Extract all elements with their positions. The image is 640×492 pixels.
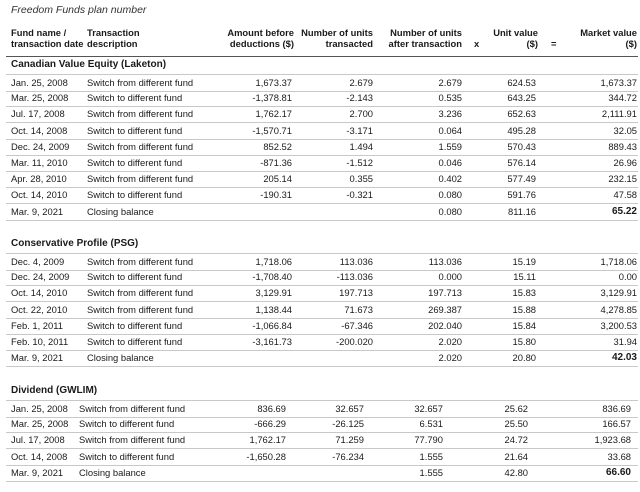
units-transacted-cell: -67.346 <box>341 319 373 331</box>
section-title-canadian-value-equity: Canadian Value Equity (Laketon) <box>11 59 167 70</box>
transaction-date-cell: Dec. 24, 2009 <box>11 140 70 152</box>
units-transacted-cell: 71.259 <box>335 434 364 446</box>
transaction-row <box>6 106 638 123</box>
unit-value-cell: 21.64 <box>504 450 528 462</box>
transaction-description-cell: Switch to different fund <box>87 157 183 168</box>
market-value-cell: 65.22 <box>611 205 637 217</box>
market-value-cell: 42.03 <box>611 352 637 364</box>
amount-before-deductions-cell: -666.29 <box>254 418 286 430</box>
transaction-description-cell: Switch from different fund <box>79 434 186 446</box>
transaction-description-cell: Switch from different fund <box>87 287 194 299</box>
transaction-row <box>6 302 638 319</box>
transaction-date-cell: Feb. 10, 2011 <box>11 336 69 347</box>
header-units-after: Number of units after transaction <box>388 27 462 49</box>
plan-title: Freedom Funds plan number <box>11 4 147 16</box>
header-description: Transaction description <box>87 27 140 49</box>
units-transacted-cell: -0.321 <box>346 189 373 201</box>
unit-value-cell: 15.19 <box>512 256 536 267</box>
market-value-cell: 232.15 <box>608 173 637 185</box>
transaction-description-cell: Switch from different fund <box>87 256 194 267</box>
transaction-description-cell: Closing balance <box>87 205 154 217</box>
closing-balance-row <box>6 204 638 221</box>
unit-value-cell: 25.50 <box>504 418 528 430</box>
amount-before-deductions-cell: 3,129.91 <box>255 287 292 299</box>
header-times-sign: x <box>474 38 480 49</box>
closing-balance-row <box>6 350 638 367</box>
unit-value-cell: 15.84 <box>512 319 536 331</box>
transaction-description-cell: Switch to different fund <box>87 92 183 104</box>
header-equals-sign: = <box>551 38 557 49</box>
units-transacted-cell: 1.494 <box>349 140 373 152</box>
transaction-row <box>6 416 638 433</box>
amount-before-deductions-cell: 1,673.37 <box>255 77 292 88</box>
unit-value-cell: 577.49 <box>507 173 536 185</box>
transaction-date-cell: Dec. 24, 2009 <box>11 271 70 283</box>
unit-value-cell: 15.83 <box>512 287 536 299</box>
transaction-description-cell: Switch to different fund <box>79 450 175 462</box>
transaction-row <box>6 187 638 204</box>
transaction-description-cell: Switch from different fund <box>79 403 186 414</box>
units-after-transaction-cell: 6.531 <box>419 418 443 430</box>
units-transacted-cell: -3.171 <box>346 124 373 136</box>
amount-before-deductions-cell: 1,718.06 <box>255 256 292 267</box>
amount-before-deductions-cell: 205.14 <box>263 173 292 185</box>
transaction-row <box>6 90 638 107</box>
amount-before-deductions-cell: -1,708.40 <box>252 271 292 283</box>
market-value-cell: 31.94 <box>613 336 637 347</box>
units-after-transaction-cell: 113.036 <box>428 256 462 267</box>
market-value-cell: 1,718.06 <box>600 256 637 267</box>
transaction-row <box>6 269 638 286</box>
units-after-transaction-cell: 0.080 <box>438 189 462 201</box>
units-transacted-cell: -1.512 <box>346 157 373 168</box>
transaction-date-cell: Jan. 25, 2008 <box>11 77 68 88</box>
transaction-row <box>6 449 638 466</box>
units-after-transaction-cell: 1.555 <box>419 466 443 478</box>
market-value-cell: 166.57 <box>602 418 631 430</box>
market-value-cell: 2,111.91 <box>601 108 637 120</box>
closing-balance-row <box>6 465 638 482</box>
transaction-date-cell: Jul. 17, 2008 <box>11 434 65 446</box>
unit-value-cell: 652.63 <box>507 108 536 120</box>
transaction-date-cell: Mar. 9, 2021 <box>11 466 64 478</box>
unit-value-cell: 495.28 <box>507 124 536 136</box>
amount-before-deductions-cell: -1,650.28 <box>246 450 286 462</box>
table-header <box>0 27 640 57</box>
transaction-date-cell: Jan. 25, 2008 <box>11 403 68 414</box>
unit-value-cell: 25.62 <box>504 403 528 414</box>
market-value-cell: 26.96 <box>613 157 637 168</box>
unit-value-cell: 20.80 <box>512 352 536 364</box>
transaction-row <box>6 318 638 335</box>
transaction-date-cell: Oct. 14, 2010 <box>11 287 68 299</box>
transaction-row <box>6 334 638 351</box>
transaction-description-cell: Switch to different fund <box>87 189 183 201</box>
units-after-transaction-cell: 197.713 <box>428 287 462 299</box>
amount-before-deductions-cell: 1,138.44 <box>255 303 292 315</box>
units-after-transaction-cell: 0.535 <box>438 92 462 104</box>
amount-before-deductions-cell: 1,762.17 <box>249 434 286 446</box>
transaction-date-cell: Jul. 17, 2008 <box>11 108 65 120</box>
units-after-transaction-cell: 0.402 <box>438 173 462 185</box>
header-units-transacted: Number of units transacted <box>301 27 373 49</box>
unit-value-cell: 24.72 <box>504 434 528 446</box>
units-after-transaction-cell: 2.020 <box>438 352 462 364</box>
transaction-date-cell: Mar. 25, 2008 <box>11 92 69 104</box>
transaction-description-cell: Closing balance <box>79 466 146 478</box>
units-transacted-cell: -200.020 <box>335 336 373 347</box>
transaction-description-cell: Switch from different fund <box>87 140 194 152</box>
transaction-description-cell: Switch to different fund <box>87 336 183 347</box>
unit-value-cell: 15.88 <box>512 303 536 315</box>
units-after-transaction-cell: 0.000 <box>438 271 462 283</box>
amount-before-deductions-cell: -3,161.73 <box>252 336 292 347</box>
header-unit-value: Unit value ($) <box>493 27 538 49</box>
unit-value-cell: 570.43 <box>507 140 536 152</box>
transaction-date-cell: Oct. 14, 2008 <box>11 124 68 136</box>
amount-before-deductions-cell: -871.36 <box>260 157 292 168</box>
transaction-row <box>6 432 638 449</box>
transaction-row <box>6 285 638 302</box>
units-transacted-cell: -2.143 <box>346 92 373 104</box>
transaction-date-cell: Mar. 11, 2010 <box>11 157 68 168</box>
section-title-dividend: Dividend (GWLIM) <box>11 385 98 396</box>
market-value-cell: 47.58 <box>613 189 637 201</box>
transaction-row <box>6 171 638 188</box>
units-transacted-cell: 2.700 <box>349 108 373 120</box>
header-amount: Amount before deductions ($) <box>227 27 294 49</box>
transaction-row <box>6 123 638 140</box>
transaction-date-cell: Oct. 22, 2010 <box>11 303 68 315</box>
market-value-cell: 344.72 <box>608 92 637 104</box>
amount-before-deductions-cell: 836.69 <box>257 403 286 414</box>
transaction-date-cell: Mar. 25, 2008 <box>11 418 69 430</box>
section-title-conservative-profile: Conservative Profile (PSG) <box>11 238 139 249</box>
unit-value-cell: 624.53 <box>507 77 536 88</box>
units-after-transaction-cell: 0.080 <box>438 205 462 217</box>
amount-before-deductions-cell: 1,762.17 <box>255 108 292 120</box>
units-transacted-cell: 197.713 <box>339 287 373 299</box>
units-transacted-cell: -76.234 <box>332 450 364 462</box>
header-market-value: Market value ($) <box>580 27 637 49</box>
units-transacted-cell: 2.679 <box>349 77 373 88</box>
units-transacted-cell: -113.036 <box>336 271 373 283</box>
units-after-transaction-cell: 2.020 <box>438 336 462 347</box>
transaction-description-cell: Switch to different fund <box>79 418 175 430</box>
units-after-transaction-cell: 77.790 <box>414 434 443 446</box>
transaction-description-cell: Switch from different fund <box>87 108 194 120</box>
units-transacted-cell: 113.036 <box>339 256 373 267</box>
amount-before-deductions-cell: -1,066.84 <box>252 319 292 331</box>
amount-before-deductions-cell: -1,378.81 <box>252 92 292 104</box>
market-value-cell: 33.68 <box>607 450 631 462</box>
transaction-date-cell: Feb. 1, 2011 <box>11 319 63 331</box>
transaction-description-cell: Switch to different fund <box>87 124 183 136</box>
transaction-description-cell: Switch from different fund <box>87 303 194 315</box>
unit-value-cell: 576.14 <box>507 157 536 168</box>
units-after-transaction-cell: 202.040 <box>428 319 462 331</box>
units-transacted-cell: -26.125 <box>332 418 364 430</box>
header-fund-name: Fund name / transaction date <box>11 27 84 49</box>
transaction-date-cell: Oct. 14, 2010 <box>11 189 68 201</box>
unit-value-cell: 811.16 <box>508 205 536 217</box>
market-value-cell: 3,129.91 <box>600 287 637 299</box>
unit-value-cell: 643.25 <box>507 92 536 104</box>
units-after-transaction-cell: 1.559 <box>438 140 462 152</box>
transaction-description-cell: Switch to different fund <box>87 271 183 283</box>
market-value-cell: 3,200.53 <box>600 319 637 331</box>
transaction-date-cell: Mar. 9, 2021 <box>11 205 64 217</box>
amount-before-deductions-cell: -1,570.71 <box>252 124 292 136</box>
transaction-date-cell: Apr. 28, 2010 <box>11 173 67 185</box>
market-value-cell: 1,673.37 <box>600 77 637 88</box>
units-after-transaction-cell: 3.236 <box>438 108 462 120</box>
header-rule <box>6 56 638 57</box>
transaction-row <box>6 155 638 172</box>
market-value-cell: 836.69 <box>602 403 631 414</box>
units-transacted-cell: 0.355 <box>349 173 373 185</box>
unit-value-cell: 15.11 <box>513 271 536 283</box>
market-value-cell: 4,278.85 <box>600 303 637 315</box>
units-after-transaction-cell: 1.555 <box>419 450 443 462</box>
market-value-cell: 889.43 <box>608 140 637 152</box>
transaction-date-cell: Dec. 4, 2009 <box>11 256 65 267</box>
market-value-cell: 32.05 <box>613 124 637 136</box>
units-after-transaction-cell: 32.657 <box>414 403 443 414</box>
transaction-date-cell: Oct. 14, 2008 <box>11 450 68 462</box>
units-after-transaction-cell: 269.387 <box>428 303 462 315</box>
market-value-cell: 0.00 <box>618 271 637 283</box>
market-value-cell: 1,923.68 <box>594 434 631 446</box>
unit-value-cell: 15.80 <box>512 336 536 347</box>
unit-value-cell: 42.80 <box>504 466 528 478</box>
amount-before-deductions-cell: -190.31 <box>260 189 292 201</box>
units-after-transaction-cell: 2.679 <box>438 77 462 88</box>
units-transacted-cell: 71.673 <box>344 303 373 315</box>
transaction-description-cell: Switch from different fund <box>87 77 194 88</box>
transaction-date-cell: Mar. 9, 2021 <box>11 352 64 364</box>
transaction-row <box>6 139 638 156</box>
transaction-description-cell: Closing balance <box>87 352 154 364</box>
transaction-description-cell: Switch to different fund <box>87 319 183 331</box>
market-value-cell: 66.60 <box>605 466 631 478</box>
amount-before-deductions-cell: 852.52 <box>263 140 292 152</box>
units-transacted-cell: 32.657 <box>335 403 364 414</box>
units-after-transaction-cell: 0.064 <box>438 124 462 136</box>
transaction-description-cell: Switch from different fund <box>87 173 194 185</box>
units-after-transaction-cell: 0.046 <box>438 157 462 168</box>
unit-value-cell: 591.76 <box>507 189 536 201</box>
